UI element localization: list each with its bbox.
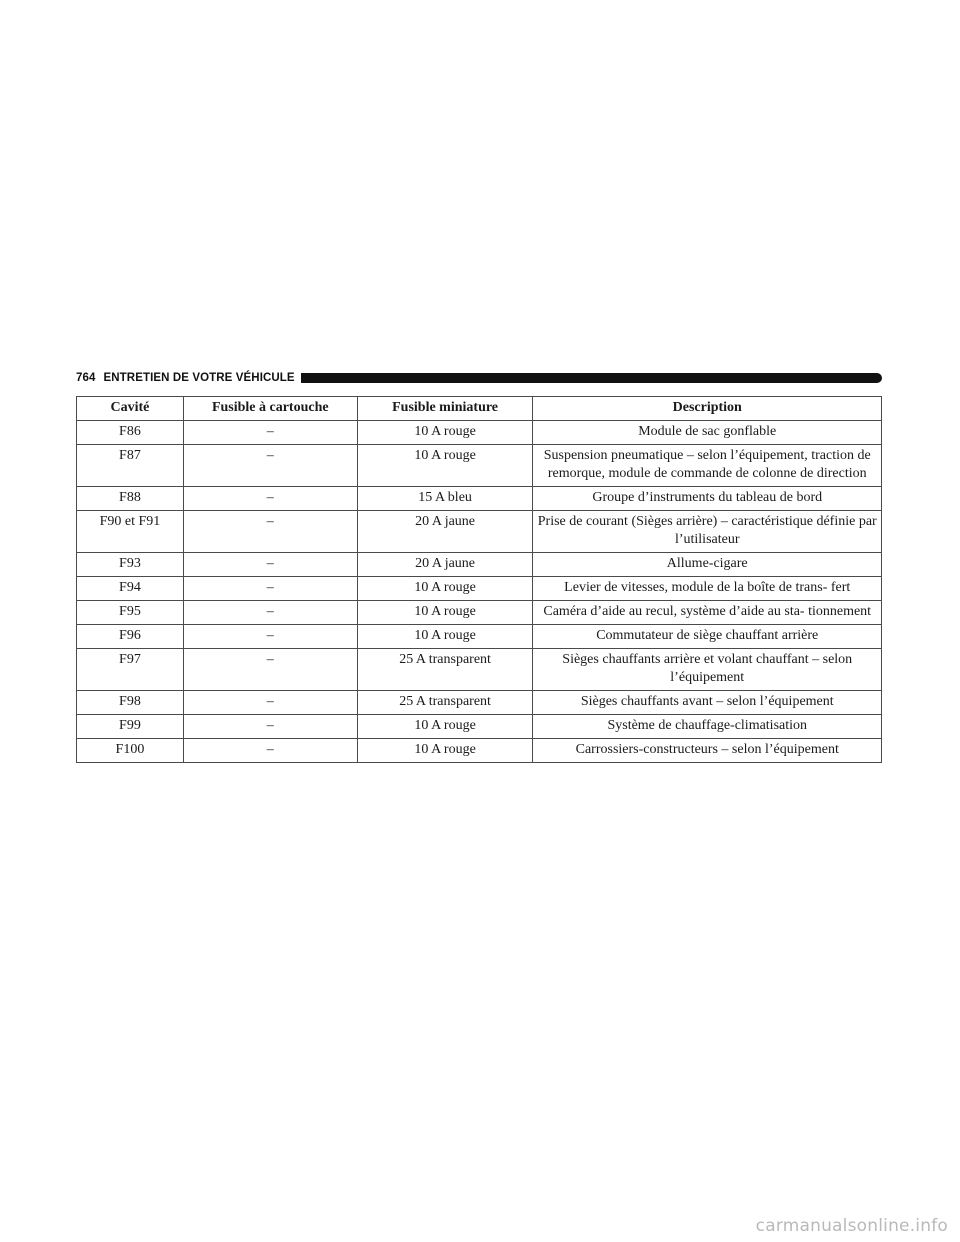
table-row — [77, 445, 882, 487]
table-row — [77, 553, 882, 577]
cartridge-fuse-cell: – — [183, 553, 357, 577]
mini-fuse-cell: 10 A rouge — [357, 625, 533, 649]
cartridge-fuse-cell: – — [183, 625, 357, 649]
description-cell: Carrossiers-constructeurs – selon l’équipement — [533, 739, 882, 763]
table-row — [77, 421, 882, 445]
cavity-cell: F87 — [77, 445, 184, 487]
cartridge-fuse-cell: – — [183, 421, 357, 445]
table-row — [77, 487, 882, 511]
header-rule — [301, 373, 882, 383]
mini-fuse-cell: 25 A transparent — [357, 691, 533, 715]
description-cell: Prise de courant (Sièges arrière) – caractéristique définie par l’utilisateur — [533, 511, 882, 553]
description-cell: Sièges chauffants avant – selon l’équipement — [533, 691, 882, 715]
column-header-cartridge-fuse: Fusible à cartouche — [183, 397, 357, 421]
cartridge-fuse-cell: – — [183, 739, 357, 763]
cartridge-fuse-cell: – — [183, 487, 357, 511]
section-title: ENTRETIEN DE VOTRE VÉHICULE — [103, 372, 295, 384]
cartridge-fuse-cell: – — [183, 649, 357, 691]
page-header — [76, 368, 882, 388]
cavity-cell: F93 — [77, 553, 184, 577]
fuse-table — [76, 396, 882, 763]
cavity-cell: F96 — [77, 625, 184, 649]
description-cell: Sièges chauffants arrière et volant chauffant – selon l’équipement — [533, 649, 882, 691]
cartridge-fuse-cell: – — [183, 601, 357, 625]
table-row — [77, 625, 882, 649]
cavity-cell: F97 — [77, 649, 184, 691]
mini-fuse-cell: 15 A bleu — [357, 487, 533, 511]
table-row — [77, 649, 882, 691]
mini-fuse-cell: 20 A jaune — [357, 553, 533, 577]
mini-fuse-cell: 10 A rouge — [357, 445, 533, 487]
mini-fuse-cell: 10 A rouge — [357, 601, 533, 625]
cartridge-fuse-cell: – — [183, 511, 357, 553]
table-header-row — [77, 397, 882, 421]
cavity-cell: F90 et F91 — [77, 511, 184, 553]
cartridge-fuse-cell: – — [183, 445, 357, 487]
table-row — [77, 691, 882, 715]
cavity-cell: F99 — [77, 715, 184, 739]
cavity-cell: F95 — [77, 601, 184, 625]
table-row — [77, 511, 882, 553]
cartridge-fuse-cell: – — [183, 715, 357, 739]
mini-fuse-cell: 10 A rouge — [357, 421, 533, 445]
mini-fuse-cell: 10 A rouge — [357, 739, 533, 763]
watermark: carmanualsonline.info — [755, 1216, 948, 1236]
mini-fuse-cell: 10 A rouge — [357, 577, 533, 601]
column-header-mini-fuse: Fusible miniature — [357, 397, 533, 421]
mini-fuse-cell: 25 A transparent — [357, 649, 533, 691]
cavity-cell: F88 — [77, 487, 184, 511]
table-row — [77, 739, 882, 763]
cavity-cell: F86 — [77, 421, 184, 445]
description-cell: Allume-cigare — [533, 553, 882, 577]
cartridge-fuse-cell: – — [183, 577, 357, 601]
mini-fuse-cell: 20 A jaune — [357, 511, 533, 553]
table-row — [77, 601, 882, 625]
mini-fuse-cell: 10 A rouge — [357, 715, 533, 739]
column-header-description: Description — [533, 397, 882, 421]
description-cell: Groupe d’instruments du tableau de bord — [533, 487, 882, 511]
description-cell: Commutateur de siège chauffant arrière — [533, 625, 882, 649]
cartridge-fuse-cell: – — [183, 691, 357, 715]
description-cell: Caméra d’aide au recul, système d’aide au sta- tionnement — [533, 601, 882, 625]
table-row — [77, 577, 882, 601]
column-header-cavity: Cavité — [77, 397, 184, 421]
cavity-cell: F98 — [77, 691, 184, 715]
page-number: 764 — [76, 372, 96, 384]
cavity-cell: F94 — [77, 577, 184, 601]
cavity-cell: F100 — [77, 739, 184, 763]
description-cell: Système de chauffage-climatisation — [533, 715, 882, 739]
description-cell: Levier de vitesses, module de la boîte de trans- fert — [533, 577, 882, 601]
description-cell: Suspension pneumatique – selon l’équipement, traction de remorque, module de commande de colonne de direction — [533, 445, 882, 487]
table-row — [77, 715, 882, 739]
description-cell: Module de sac gonflable — [533, 421, 882, 445]
